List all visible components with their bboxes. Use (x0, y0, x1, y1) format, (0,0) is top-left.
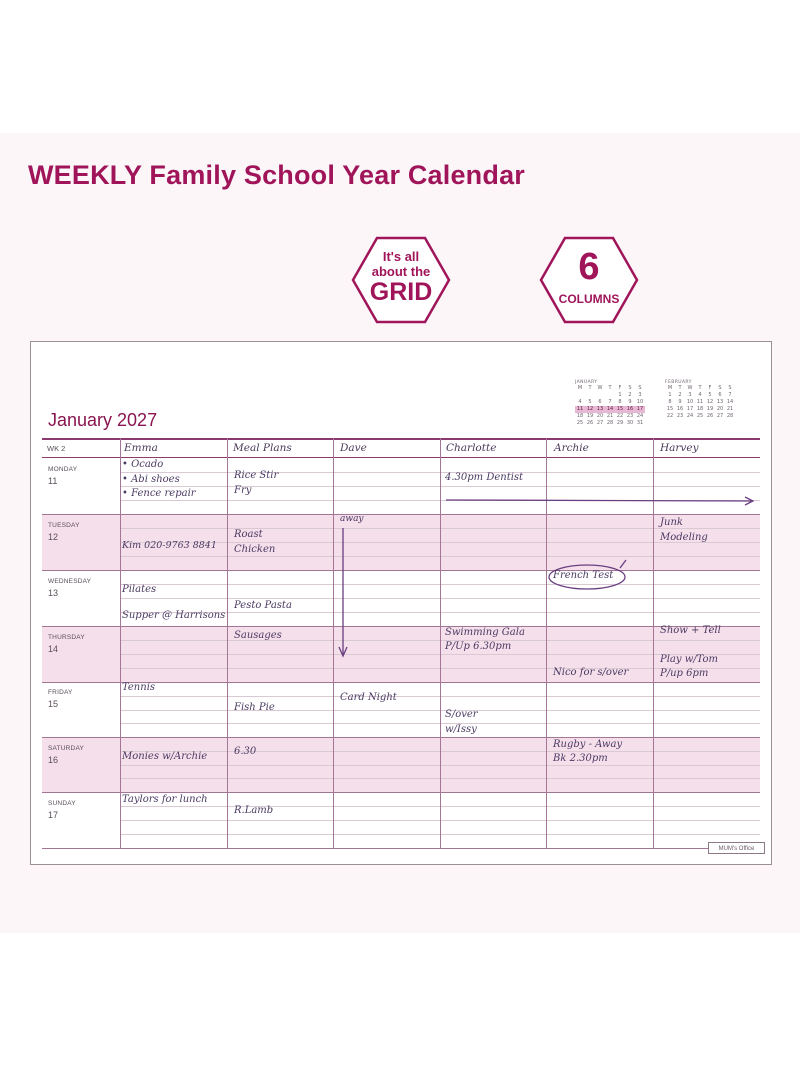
mini-day: 6 (718, 392, 722, 398)
footer-rule (42, 848, 710, 849)
mini-day: 4 (578, 399, 582, 405)
mini-weekday: T (608, 385, 612, 391)
mini-day: 12 (706, 399, 714, 405)
mini-weekday: F (618, 385, 622, 391)
day-number: 16 (48, 755, 59, 765)
pen-marks (42, 438, 760, 848)
day-name: TUESDAY (48, 522, 80, 529)
entry-sun-meal: R.Lamb (234, 805, 274, 816)
weekly-grid (42, 438, 760, 848)
mini-day: 8 (618, 399, 622, 405)
mini-day: 19 (586, 413, 594, 419)
week-label: WK 2 (47, 444, 66, 453)
entry-tue-harvey-2: Modeling (660, 532, 708, 543)
mini-day: 1 (668, 392, 672, 398)
entry-fri-dave: Card Night (340, 692, 397, 703)
mini-weekday: M (577, 385, 583, 391)
mini-day: 6 (598, 399, 602, 405)
mini-day: 21 (726, 406, 734, 412)
mini-day: 24 (636, 413, 644, 419)
mini-weekday: S (718, 385, 722, 391)
mini-weekday: T (678, 385, 682, 391)
mini-weekday: W (687, 385, 693, 391)
entry-sun-emma: Taylors for lunch (122, 794, 208, 805)
mini-day: 17 (636, 406, 644, 412)
mini-weekday: S (638, 385, 642, 391)
mini-weekday: S (628, 385, 632, 391)
mini-weekday: W (597, 385, 603, 391)
entry-wed-emma-2: Supper @ Harrisons (122, 610, 226, 621)
calendar-title: January 2027 (48, 410, 158, 430)
day-name: THURSDAY (48, 634, 85, 641)
entry-thu-meal: Sausages (234, 630, 282, 641)
mini-day (575, 392, 585, 399)
day-name: FRIDAY (48, 689, 73, 696)
entry-wed-archie: French Test (553, 570, 614, 581)
mini-day: 22 (616, 413, 624, 419)
day-name: SATURDAY (48, 745, 85, 752)
mini-day: 17 (686, 406, 694, 412)
grid-badge-line1: It's all (382, 249, 420, 264)
entry-mon-meal-2: Fry (234, 485, 252, 496)
mini-day: 9 (678, 399, 682, 405)
mini-day: 15 (666, 406, 674, 412)
mini-day: 27 (716, 413, 724, 419)
entry-mon-emma-3: • Fence repair (122, 488, 196, 499)
mini-day: 29 (616, 420, 624, 426)
mini-month-name: FEBRUARY (665, 380, 692, 385)
mini-day: 16 (626, 406, 634, 412)
day-number: 17 (48, 810, 59, 820)
entry-sat-archie-1: Rugby - Away (553, 739, 623, 750)
mini-day: 24 (686, 413, 694, 419)
entry-fri-meal: Fish Pie (234, 702, 275, 713)
mini-calendar-january (575, 380, 645, 427)
grid-badge (350, 236, 452, 324)
mini-day (595, 392, 605, 399)
entry-thu-harvey-3: P/up 6pm (660, 668, 709, 679)
mini-day: 10 (636, 399, 644, 405)
mini-day: 20 (596, 413, 604, 419)
mini-day: 12 (586, 406, 594, 412)
mini-day: 18 (576, 413, 584, 419)
column-header-harvey: Harvey (660, 442, 699, 454)
mini-day: 5 (588, 399, 592, 405)
mini-day: 28 (726, 413, 734, 419)
entry-tue-dave: away (340, 514, 364, 524)
entry-sat-archie-2: Bk 2.30pm (553, 753, 608, 764)
entry-thu-archie: Nico for s/over (553, 667, 629, 678)
column-header-dave: Dave (340, 442, 367, 454)
mini-day: 30 (626, 420, 634, 426)
entry-thu-harvey-1: Show + Tell (660, 625, 721, 636)
entry-sat-emma: Monies w/Archie (122, 751, 208, 762)
mini-day (605, 392, 615, 399)
entry-mon-emma-2: • Abi shoes (122, 474, 180, 485)
entry-mon-meal-1: Rice Stir (234, 470, 279, 481)
day-number: 14 (48, 644, 59, 654)
mini-day: 9 (628, 399, 632, 405)
mini-day: 23 (626, 413, 634, 419)
mini-day: 3 (638, 392, 642, 398)
brand-tag: MUM's Office (708, 842, 765, 854)
day-number: 11 (48, 476, 58, 486)
page-headline: WEEKLY Family School Year Calendar (28, 160, 525, 190)
column-header-meal-plans: Meal Plans (233, 442, 292, 454)
entry-thu-charlotte-2: P/Up 6.30pm (445, 641, 512, 652)
mini-weekday: F (708, 385, 712, 391)
mini-day: 27 (596, 420, 604, 426)
entry-sat-meal: 6.30 (234, 746, 257, 757)
day-name: SUNDAY (48, 800, 76, 807)
mini-day: 7 (728, 392, 732, 398)
mini-day: 2 (628, 392, 632, 398)
grid-badge-line3: GRID (369, 278, 433, 306)
column-header-archie: Archie (554, 442, 589, 454)
arrow-monday-across (446, 500, 752, 501)
columns-badge-label: COLUMNS (558, 292, 620, 306)
grid-badge-line2: about the (371, 264, 431, 279)
entry-tue-meal-1: Roast (234, 529, 263, 540)
mini-day: 23 (676, 413, 684, 419)
mini-day: 13 (596, 406, 604, 412)
mini-day: 25 (696, 413, 704, 419)
mini-weekday: M (667, 385, 673, 391)
mini-day: 14 (726, 399, 734, 405)
columns-badge (538, 236, 640, 324)
entry-wed-emma-1: Pilates (122, 584, 157, 595)
mini-day: 13 (716, 399, 724, 405)
entry-fri-charlotte-1: S/over (445, 709, 478, 720)
mini-day: 26 (706, 413, 714, 419)
mini-month-name: JANUARY (575, 380, 598, 385)
mini-day: 5 (708, 392, 712, 398)
entry-fri-charlotte-2: w/Issy (445, 724, 477, 735)
mini-day (585, 392, 595, 399)
entry-thu-charlotte-1: Swimming Gala (445, 627, 525, 638)
mini-day: 1 (618, 392, 622, 398)
mini-day: 31 (636, 420, 644, 426)
mini-day: 4 (698, 392, 702, 398)
mini-weekday: T (588, 385, 592, 391)
mini-day: 8 (668, 399, 672, 405)
mini-day: 14 (606, 406, 614, 412)
day-number: 12 (48, 532, 59, 542)
mini-day: 16 (676, 406, 684, 412)
mini-day: 19 (706, 406, 714, 412)
entry-wed-meal: Pesto Pasta (234, 600, 292, 611)
entry-tue-emma: Kim 020-9763 8841 (122, 540, 217, 551)
entry-thu-harvey-2: Play w/Tom (660, 654, 719, 665)
day-number: 13 (48, 588, 59, 598)
day-name: MONDAY (48, 466, 78, 473)
mini-day: 18 (696, 406, 704, 412)
entry-mon-charlotte: 4.30pm Dentist (445, 472, 524, 483)
mini-weekday: S (728, 385, 732, 391)
mini-weekday: T (698, 385, 702, 391)
mini-day: 2 (678, 392, 682, 398)
entry-tue-harvey-1: Junk (660, 517, 683, 528)
mini-day: 3 (688, 392, 692, 398)
mini-day: 20 (716, 406, 724, 412)
mini-day: 26 (586, 420, 594, 426)
column-header-emma: Emma (124, 442, 158, 454)
entry-mon-emma-1: • Ocado (122, 459, 164, 470)
mini-day: 7 (608, 399, 612, 405)
mini-day: 25 (576, 420, 584, 426)
mini-day: 15 (616, 406, 624, 412)
mini-day: 28 (606, 420, 614, 426)
entry-tue-meal-2: Chicken (234, 544, 276, 555)
mini-day: 22 (666, 413, 674, 419)
columns-badge-number: 6 (578, 246, 600, 288)
day-number: 15 (48, 699, 59, 709)
day-name: WEDNESDAY (48, 578, 92, 585)
mini-calendar-february (665, 380, 735, 420)
circle-french-test (549, 565, 625, 589)
entry-fri-emma: Tennis (122, 682, 156, 693)
column-header-charlotte: Charlotte (446, 442, 497, 454)
mini-day: 11 (576, 406, 584, 412)
mini-day: 21 (606, 413, 614, 419)
mini-day: 10 (686, 399, 694, 405)
mini-day: 11 (696, 399, 704, 405)
